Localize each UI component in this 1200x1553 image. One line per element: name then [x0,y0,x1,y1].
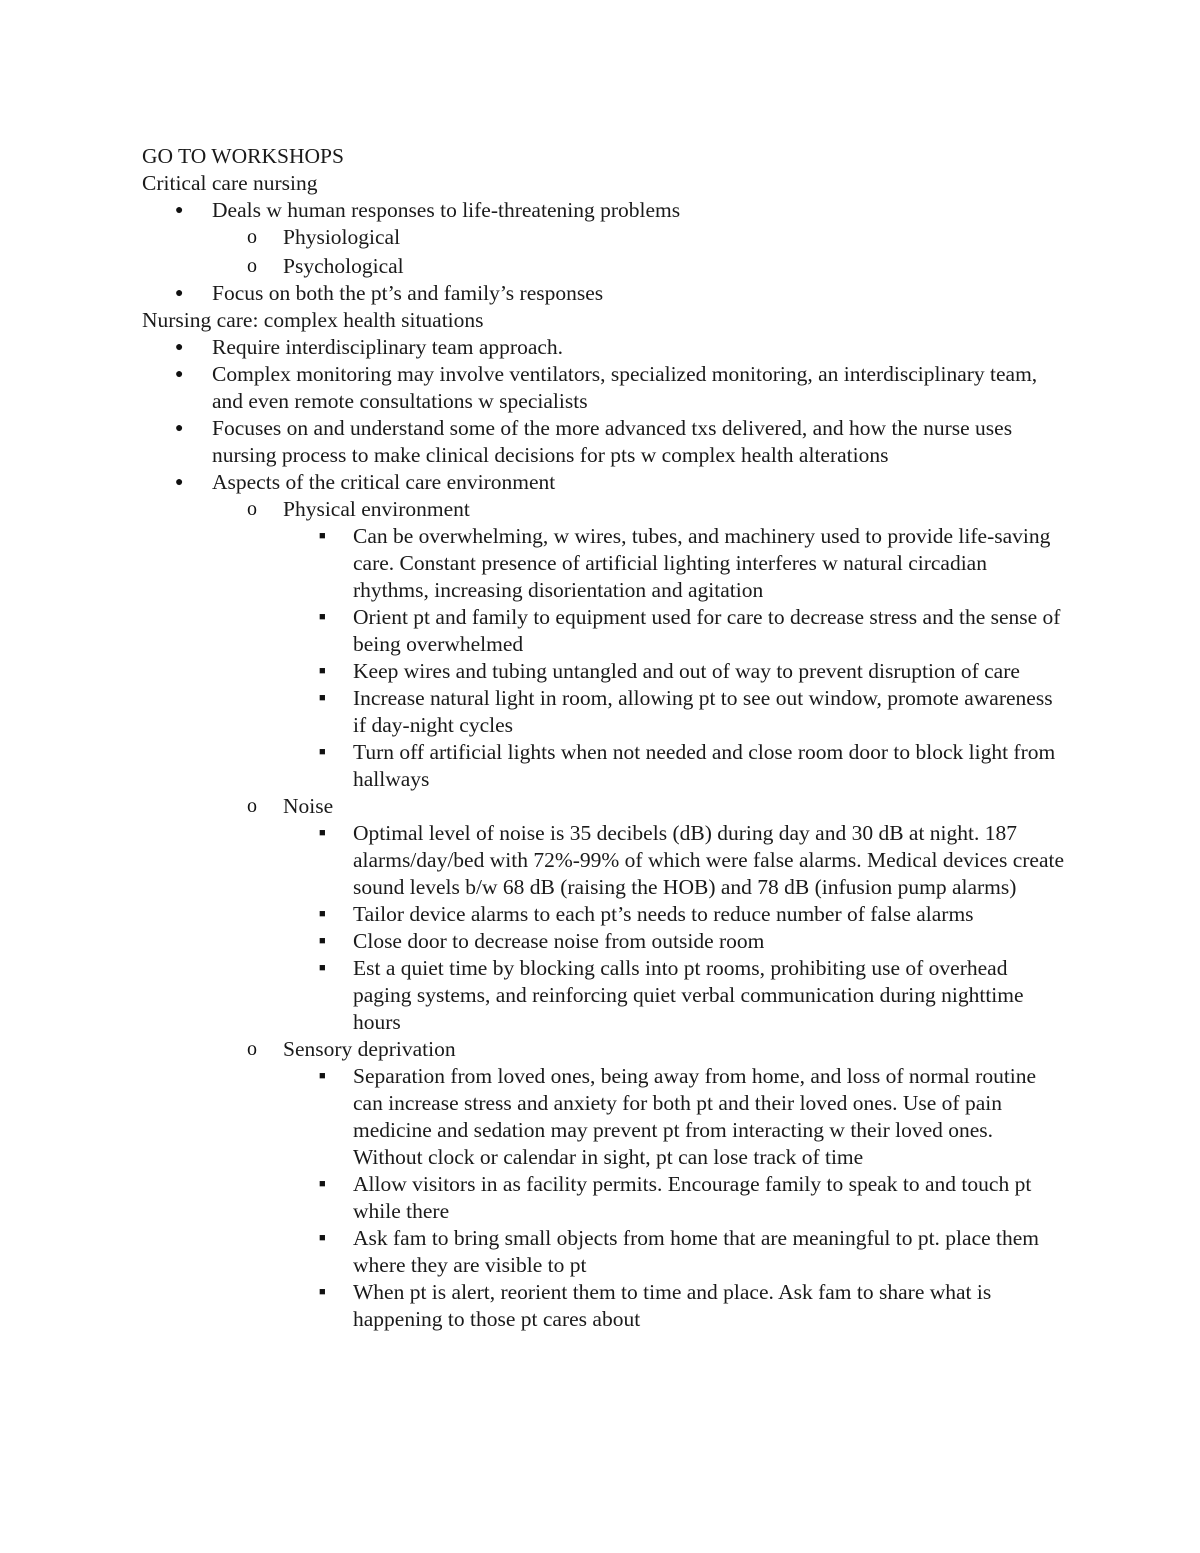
list-item [142,469,1067,496]
square-bullet-icon: ■ [319,1232,326,1244]
list-item [142,1279,1067,1333]
square-bullet-icon: ■ [319,962,326,974]
hollow-bullet-icon: o [247,226,257,248]
square-bullet-icon: ■ [319,530,326,542]
list-item [142,928,1067,955]
list-item-text: Optimal level of noise is 35 decibels (dB) during day and 30 dB at night. 187 alarms/day/bed with 72%-99% of which were false alarms. Medical devices create sound levels b/w 68 dB (raising the HOB) and 78 dB (infusion pump alarms) [353,821,1065,899]
list-item-text: When pt is alert, reorient them to time and place. Ask fam to share what is happening to those pt cares about [353,1280,992,1331]
list-item-text: Close door to decrease noise from outside room [353,929,765,953]
square-bullet-icon: ■ [319,1286,326,1298]
square-bullet-icon: ■ [319,746,326,758]
list-item [142,523,1067,604]
list-item-text: Can be overwhelming, w wires, tubes, and machinery used to provide life-saving care. Constant presence of artificial lighting interferes w natural circadian rhythms, increasing disorientation and agitation [353,524,1051,602]
list-item-text: Tailor device alarms to each pt’s needs to reduce number of false alarms [353,902,974,926]
hollow-bullet-icon: o [247,498,257,520]
bullet-icon: ● [175,367,184,382]
list-item [142,793,1067,820]
list-item [142,658,1067,685]
list-item [142,415,1067,469]
list-item-text: Orient pt and family to equipment used for care to decrease stress and the sense of being overwhelmed [353,605,1061,656]
list-item [142,197,1067,224]
list-item-text: Turn off artificial lights when not needed and close room door to block light from hallways [353,740,1056,791]
square-bullet-icon: ■ [319,908,326,920]
list-item [142,253,1067,280]
list-item-text: Keep wires and tubing untangled and out of way to prevent disruption of care [353,659,1020,683]
list-item [142,1171,1067,1225]
list-item-text: Allow visitors in as facility permits. Encourage family to speak to and touch pt while there [353,1172,1032,1223]
square-bullet-icon: ■ [319,611,326,623]
bullet-icon: ● [175,286,184,301]
list-item-text: Psychological [283,254,404,278]
hollow-bullet-icon: o [247,795,257,817]
list-item-text: Separation from loved ones, being away from home, and loss of normal routine can increase stress and anxiety for both pt and their loved ones. Use of pain medicine and sedation may prevent pt from interacting w their loved ones. Without clock or calendar in sight, pt can lose track of time [353,1064,1037,1169]
list-item-text: Noise [283,794,334,818]
bullet-list [142,334,1067,1333]
bullet-icon: ● [175,340,184,355]
list-item-text: Aspects of the critical care environment [212,470,556,494]
list-item [142,955,1067,1036]
list-item-text: Complex monitoring may involve ventilators, specialized monitoring, an interdisciplinary team, and even remote consultations w specialists [212,362,1038,413]
list-item [142,361,1067,415]
square-bullet-icon: ■ [319,692,326,704]
list-item-text: Require interdisciplinary team approach. [212,335,564,359]
square-bullet-icon: ■ [319,665,326,677]
list-item-text: Increase natural light in room, allowing pt to see out window, promote awareness if day-night cycles [353,686,1053,737]
list-item [142,820,1067,901]
notes-content [142,143,1067,1333]
square-bullet-icon: ■ [319,935,326,947]
square-bullet-icon: ■ [319,1178,326,1190]
list-item-text: Focus on both the pt’s and family’s responses [212,281,604,305]
hollow-bullet-icon: o [247,1038,257,1060]
bullet-icon: ● [175,203,184,218]
page-heading: GO TO WORKSHOPS [142,144,344,168]
list-item-text: Sensory deprivation [283,1037,456,1061]
hollow-bullet-icon: o [247,255,257,277]
bullet-icon: ● [175,421,184,436]
section-title: Nursing care: complex health situations [142,308,484,332]
list-item [142,685,1067,739]
list-item [142,739,1067,793]
bullet-icon: ● [175,475,184,490]
list-item-text: Deals w human responses to life-threatening problems [212,198,681,222]
list-item-text: Focuses on and understand some of the more advanced txs delivered, and how the nurse uses nursing process to make clinical decisions for pts w complex health alterations [212,416,1013,467]
list-item [142,901,1067,928]
list-item [142,224,1067,251]
list-item-text: Physical environment [283,497,470,521]
list-item-text: Ask fam to bring small objects from home that are meaningful to pt. place them where they are visible to pt [353,1226,1040,1277]
list-item [142,496,1067,523]
list-item-text: Est a quiet time by blocking calls into pt rooms, prohibiting use of overhead paging systems, and reinforcing quiet verbal communication during nighttime hours [353,956,1024,1034]
list-item [142,1225,1067,1279]
square-bullet-icon: ■ [319,827,326,839]
list-item [142,604,1067,658]
list-item [142,1036,1067,1063]
section-title: Critical care nursing [142,171,318,195]
list-item [142,1063,1067,1171]
list-item [142,280,1067,307]
bullet-list [142,197,1067,307]
list-item [142,334,1067,361]
list-item-text: Physiological [283,225,401,249]
square-bullet-icon: ■ [319,1070,326,1082]
